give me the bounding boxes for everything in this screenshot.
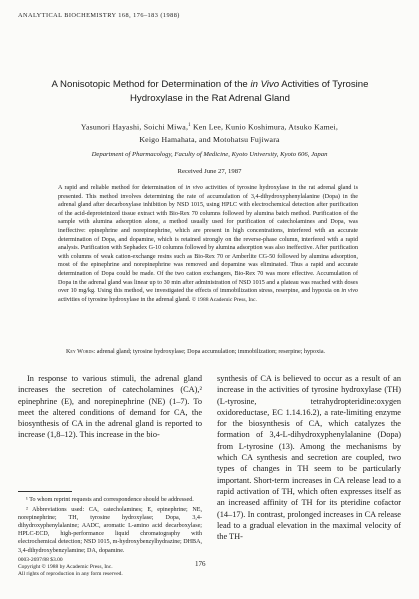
- abstract-a-italic: in vivo: [185, 185, 203, 191]
- author-footnote-marker: 1: [188, 123, 191, 128]
- abstract: [58, 184, 358, 304]
- abstract-copyright: © 1988 Academic Press, Inc.: [190, 296, 257, 303]
- footnote-1: ¹ To whom reprint requests and correspondence should be addressed.: [26, 497, 194, 503]
- title-italic: in Vivo: [250, 79, 280, 90]
- abstract-b-italic: in vivo: [341, 288, 358, 295]
- footnotes: [18, 496, 202, 557]
- keywords-label: Key Words:: [66, 349, 96, 355]
- rights-line: All rights of reproduction in any form reserved.: [18, 571, 123, 578]
- title-part1: A Nonisotopic Method for Determination of the: [51, 79, 251, 90]
- copyright-line: Copyright © 1988 by Academic Press, Inc.: [18, 564, 113, 571]
- body-column-right: [217, 373, 401, 542]
- body-paragraph: In response to various stimuli, the adrenal gland increases the secretion of catecholamines (CA),² epinephrine (E), and norepinephrine (NE) (1–7). To meet the altered conditions of demand for CA, the biosynthesis of CA in the adrenal gland is reported to increase (1,8–12). This increase in the bio-: [18, 374, 202, 440]
- abstract-c: activities of tyrosine hydroxylase in the adrenal gland.: [58, 296, 191, 303]
- running-header: ANALYTICAL BIOCHEMISTRY 168, 176–183 (1988): [18, 12, 180, 19]
- footnote-divider: [18, 491, 72, 492]
- abstract-a: A rapid and reliable method for determination of: [58, 185, 186, 191]
- authors-line1b: Ken Lee, Kunio Koshimura, Atsuko Kamei,: [190, 122, 339, 132]
- author-list: [22, 120, 397, 146]
- article-title: [40, 78, 380, 106]
- keywords: [58, 348, 358, 356]
- body-column-left: [18, 373, 202, 441]
- title-part2: Activities of Tyrosine Hydroxylase in the Rat Adrenal Gland: [130, 79, 369, 104]
- page-number: 176: [195, 560, 206, 568]
- authors-line2: Keigo Hamahata, and Motohatsu Fujiwara: [139, 134, 280, 144]
- footnote-2: ² Abbreviations used: CA, catecholamines; E, epinephrine; NE, norepinephrine; TH, tyrosine hydroxylase; Dopa, 3,4-dihydroxyphenylalanine; AADC, aromatic L-amino acid decarboxylase; HPLC-ECD, high-performance liquid chromatography with electrochemical detection; NSD 1015, m-hydroxybenzylhydrazine; DHBA, 3,4-dihydroxybenzylamine; DA, dopamine.: [18, 507, 202, 554]
- received-date: Received June 27, 1987: [177, 168, 242, 175]
- keywords-text: adrenal gland; tyrosine hydroxylase; Dopa accumulation; immobilization; reserpine; hypoxia.: [95, 349, 326, 355]
- authors-line1: Yasunori Hayashi, Soichi Miwa,: [80, 122, 189, 132]
- issn-price: 0003-2697/88 $3.00: [18, 557, 63, 563]
- publisher-info: [18, 557, 123, 579]
- affiliation: Department of Pharmacology, Faculty of Medicine, Kyoto University, Kyoto 606, Japan: [91, 151, 328, 158]
- body-paragraph: synthesis of CA is believed to occur as a result of an increase in the activities of tyrosine hydroxylase (TH) (L-tyrosine, tetrahydropteridine:oxygen oxidoreductase, EC 1.14.16.2), a rate-limiting enzyme for the biosynthesis of CA, which catalyzes the formation of 3,4-L-dihydroxyphenylalanine (Dopa) from L-tyrosine (13). Among the mechanisms by which CA synthesis and secretion are coupled, two types of changes in TH seem to be particularly important. Short-term increases in CA release lead to a rapid activation of TH, which often expresses itself as an increased affinity of TH for its pteridine cofactor (14–17). In contrast, prolonged increases in CA release lead to a gradual elevation in the maximal velocity of the TH-: [217, 374, 401, 542]
- abstract-b: activities of tyrosine hydroxylase in the rat adrenal gland is presented. This method involves determining the rate of accumulation of 3,4-dihydroxyphenylalanine (Dopa) in the adrenal gland after decarboxylase inhibition by NSD 1015, using HPLC with electrochemical detection after purification of the acid-deproteinized tissue extract with Bio-Rex 70 columns followed by alumina batch method. Purification of the sample with alumina adsorption alone, a method usually used for purification of catecholamines and Dopa, was ineffective: epinephrine and norepinephrine, which are present in high concentrations, interfered with an accurate determination of Dopa, and dopamine, which is retained strongly on the reverse-phase column, interfered with a rapid analysis. Purification with Sephadex G-10 columns followed by alumina adsorption was also ineffective. After purification with columns of weak cation-exchange resins such as Bio-Rex 70 or Amberlite CG-50 followed by alumina adsorption, most of the epinephrine and norepinephrine was removed and dopamine was eliminated. Thus a rapid and accurate determination of Dopa could be made. Of the two cation exchangers, Bio-Rex 70 was more effective. Accumulation of Dopa in the adrenal gland was linear up to 30 min after administration of NSD 1015 and a plateau was reached with doses over 10 mg/kg. Using this method, we investigated the effects of immobilization stress, reserpine, and hypoxia on: [58, 185, 358, 295]
